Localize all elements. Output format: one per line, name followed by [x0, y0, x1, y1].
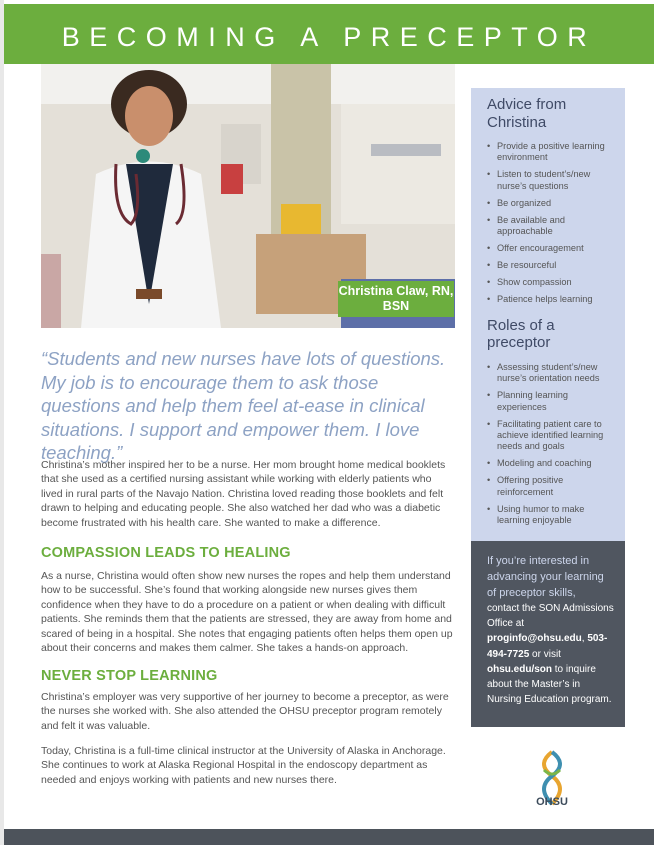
contact-separator: , [581, 633, 585, 645]
advice-title: Advice from Christina [487, 96, 567, 131]
heading-compassion: COMPASSION LEADS TO HEALING [41, 545, 291, 561]
role-item: • Offering positive reinforcement [487, 475, 615, 498]
body-paragraph-3: Christina’s employer was very supportive of her journey to become a preceptor, as were the nurses she worked with. She also attended the OHSU preceptor program remotely and felt it was valuable. [41, 691, 449, 732]
contact-url-link[interactable]: ohsu.edu/son [487, 663, 552, 675]
advice-list [487, 141, 615, 305]
role-item: • Assessing student’s/new nurse’s orientation needs [487, 362, 615, 385]
role-item: • Modeling and coaching [487, 458, 615, 469]
contact-text-2: or visit [532, 648, 561, 660]
advice-item: • Be available and approachable [487, 215, 615, 238]
heading-never-stop-learning: NEVER STOP LEARNING [41, 668, 218, 684]
photo-caption: Christina Claw, RN, BSN [338, 281, 454, 317]
advice-item: • Listen to student’s/new nurse’s questions [487, 169, 615, 192]
advice-item: • Show compassion [487, 277, 615, 288]
role-item: • Planning learning experiences [487, 390, 615, 413]
page-header [4, 4, 654, 64]
body-paragraph-1: Christina’s mother inspired her to be a nurse. Her mom brought home medical booklets that she used as a certified nursing assistant while working with elderly patients who lived in rural parts of the Navajo Nation. Christina loved reading those booklets and felt drawn to helping and educating people. She also watched her dad who was a diabetic become frustrated with his health care. She wanted to make a difference. [41, 459, 446, 529]
page-footer [4, 829, 654, 845]
roles-title: Roles of a preceptor [487, 316, 555, 352]
contact-text-3: to inquire about the Master’s in Nursing Education program. [487, 663, 612, 706]
body-paragraph-2: As a nurse, Christina would often show new nurses the ropes and help them understand how to be successful. She’s found that working alongside new nurses gives them confidence when they have to do a procedure on a patient or when dealing with difficult patients. She reminds them that the patients are stressed, they are away from home and scared of being in a hospital. She notes that engaging patients often helps them open up about their concerns and makes them calmer. She takes a hands-on approach. [41, 570, 453, 655]
contact-text-1: contact the SON Admissions Office at [487, 603, 614, 630]
advice-item: • Offer encouragement [487, 243, 615, 254]
page-title: BECOMING A PRECEPTOR [61, 22, 597, 52]
roles-list [487, 362, 615, 526]
contact-lead: If you’re interested in advancing your learning of preceptor skills, [487, 555, 604, 599]
advice-item: • Provide a positive learning environment [487, 141, 615, 164]
advice-item: • Patience helps learning [487, 294, 615, 305]
contact-details [487, 601, 615, 707]
advice-item: • Be resourceful [487, 260, 615, 271]
contact-box [471, 541, 625, 727]
role-item: • Facilitating patient care to achieve identified learning needs and goals [487, 419, 615, 453]
pull-quote: “Students and new nurses have lots of questions. My job is to encourage them to ask those questions and help them feel at-ease in clinical situations. I support and empower them. I love teaching.” [41, 348, 446, 463]
body-paragraph-4: Today, Christina is a full-time clinical instructor at the University of Alaska in Anchorage. She continues to work at Alaska Regional Hospital in the endoscopy department as needed and enjoys working with patients and new nurses there. [41, 745, 446, 786]
sidebar [471, 88, 625, 541]
ohsu-logo-text: OHSU [536, 796, 568, 808]
contact-phone-link[interactable]: 503-494-7725 [487, 633, 608, 660]
advice-item: • Be organized [487, 198, 615, 209]
role-item: • Using humor to make learning enjoyable [487, 504, 615, 527]
contact-email-link[interactable]: proginfo@ohsu.edu [487, 633, 582, 645]
page-edge [0, 0, 4, 845]
